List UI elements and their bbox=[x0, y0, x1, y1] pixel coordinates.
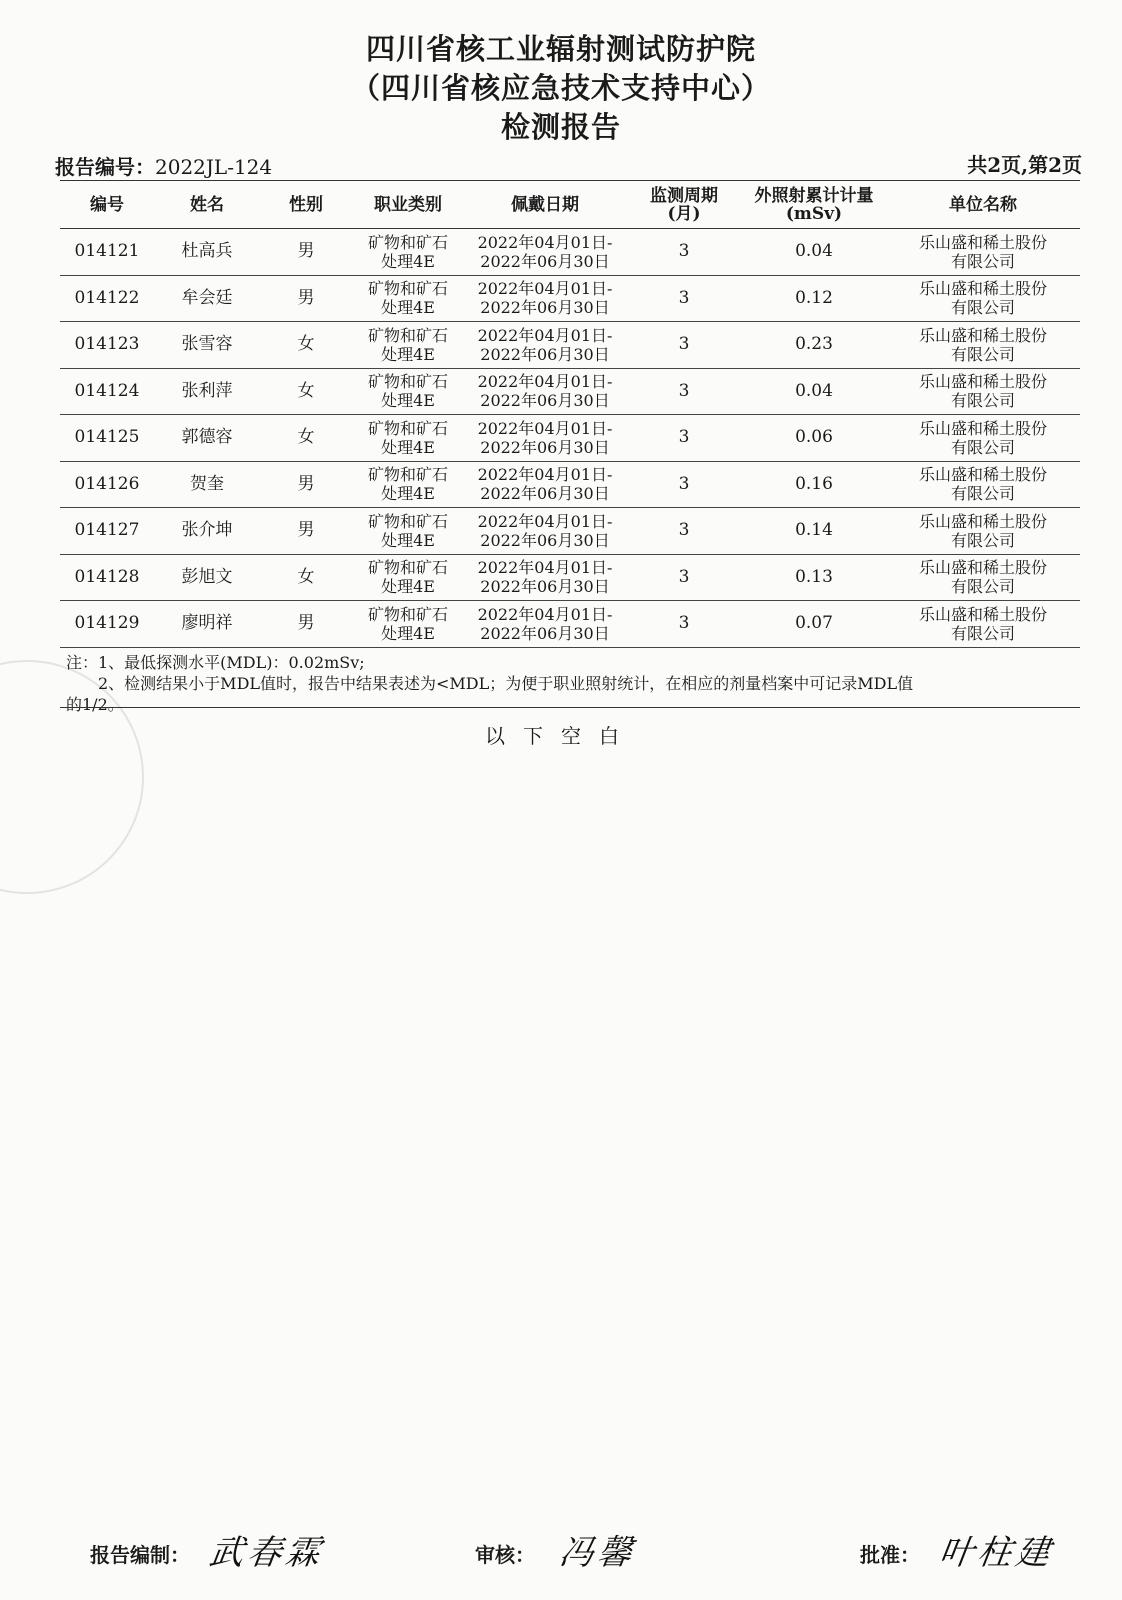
cell-id bbox=[60, 508, 154, 555]
table-row bbox=[60, 229, 1080, 276]
cell-period-text: 3 bbox=[678, 427, 690, 448]
cell-dose-text: 0.04 bbox=[795, 241, 833, 262]
cell-wear-date-text: 2022年04月01日- bbox=[477, 279, 613, 299]
cell-dose bbox=[742, 415, 886, 462]
cell-category-text: 矿物和矿石 bbox=[367, 372, 448, 392]
cell-category-text: 处理4E bbox=[381, 530, 435, 550]
cell-sex bbox=[260, 601, 352, 648]
cell-category-text: 矿物和矿石 bbox=[367, 325, 448, 345]
cell-category-text: 处理4E bbox=[381, 623, 435, 643]
cell-period-text: 3 bbox=[678, 520, 690, 541]
prepared-by-signature: 武春霖 bbox=[206, 1533, 327, 1573]
cell-name bbox=[154, 322, 260, 369]
cell-sex bbox=[260, 554, 352, 601]
approver-label: 批准： bbox=[860, 1543, 920, 1567]
cell-unit bbox=[886, 554, 1080, 601]
cell-id bbox=[60, 461, 154, 508]
cell-id-text: 014124 bbox=[74, 380, 140, 401]
cell-name-text: 贺奎 bbox=[190, 473, 224, 494]
page-indicator: 共2页,第2页 bbox=[967, 153, 1082, 177]
cell-period bbox=[626, 368, 742, 415]
cell-unit bbox=[886, 229, 1080, 276]
cell-wear-date-text: 2022年06月30日 bbox=[480, 391, 610, 411]
cell-wear-date-text: 2022年04月01日- bbox=[477, 325, 613, 345]
prepared-by-label: 报告编制： bbox=[90, 1543, 190, 1567]
cell-period-text: 3 bbox=[678, 566, 690, 587]
header-row bbox=[60, 181, 1080, 229]
blank-below-text: 以下空白 bbox=[485, 724, 637, 748]
title-line-org: 四川省核工业辐射测试防护院 bbox=[365, 32, 756, 66]
column-header-label: 编号 bbox=[90, 194, 124, 215]
cell-unit-text: 乐山盛和稀土股份 bbox=[918, 279, 1047, 299]
cell-dose bbox=[742, 601, 886, 648]
cell-category-text: 处理4E bbox=[381, 251, 435, 271]
cell-sex bbox=[260, 275, 352, 322]
cell-wear-date-text: 2022年06月30日 bbox=[480, 251, 610, 271]
column-header-label: 职业类别 bbox=[374, 194, 442, 215]
cell-name-text: 张介坤 bbox=[181, 520, 233, 541]
cell-unit-text: 有限公司 bbox=[950, 484, 1015, 504]
cell-id bbox=[60, 368, 154, 415]
cell-category bbox=[352, 322, 464, 369]
cell-unit bbox=[886, 601, 1080, 648]
cell-name-text: 郭德容 bbox=[181, 427, 233, 448]
cell-dose-text: 0.06 bbox=[795, 427, 833, 448]
cell-unit-text: 乐山盛和稀土股份 bbox=[918, 558, 1047, 578]
table-row bbox=[60, 415, 1080, 462]
cell-dose-text: 0.12 bbox=[795, 287, 833, 308]
cell-unit-text: 乐山盛和稀土股份 bbox=[918, 465, 1047, 485]
cell-category bbox=[352, 508, 464, 555]
table-row bbox=[60, 461, 1080, 508]
cell-unit bbox=[886, 508, 1080, 555]
cell-unit-text: 有限公司 bbox=[950, 530, 1015, 550]
cell-sex-text: 女 bbox=[297, 427, 315, 448]
cell-dose-text: 0.14 bbox=[795, 520, 833, 541]
cell-category-text: 矿物和矿石 bbox=[367, 604, 448, 624]
column-header-label: 性别 bbox=[289, 194, 323, 215]
cell-period bbox=[626, 601, 742, 648]
cell-wear-date bbox=[464, 322, 626, 369]
cell-wear-date-text: 2022年04月01日- bbox=[477, 372, 613, 392]
column-header-unit: (月) bbox=[667, 203, 701, 224]
column-header bbox=[626, 181, 742, 229]
cell-id-text: 014122 bbox=[74, 287, 140, 308]
cell-id-text: 014127 bbox=[74, 520, 140, 541]
cell-dose-text: 0.23 bbox=[795, 334, 833, 355]
column-header-label: 佩戴日期 bbox=[511, 194, 579, 215]
cell-category-text: 矿物和矿石 bbox=[367, 279, 448, 299]
report-number bbox=[55, 151, 272, 180]
report-number-label: 报告编号： bbox=[55, 155, 155, 179]
cell-wear-date-text: 2022年04月01日- bbox=[477, 604, 613, 624]
cell-sex bbox=[260, 229, 352, 276]
cell-category-text: 矿物和矿石 bbox=[367, 232, 448, 252]
cell-period bbox=[626, 508, 742, 555]
cell-sex-text: 男 bbox=[297, 287, 315, 308]
cell-dose bbox=[742, 229, 886, 276]
cell-wear-date-text: 2022年04月01日- bbox=[477, 232, 613, 252]
cell-period bbox=[626, 275, 742, 322]
cell-id bbox=[60, 275, 154, 322]
cell-category bbox=[352, 229, 464, 276]
cell-wear-date-text: 2022年06月30日 bbox=[480, 298, 610, 318]
cell-name-text: 牟会廷 bbox=[181, 287, 233, 308]
cell-name bbox=[154, 229, 260, 276]
cell-wear-date-text: 2022年04月01日- bbox=[477, 558, 613, 578]
cell-name-text: 张利萍 bbox=[181, 380, 233, 401]
cell-dose-text: 0.04 bbox=[795, 380, 833, 401]
table-row bbox=[60, 508, 1080, 555]
cell-wear-date-text: 2022年06月30日 bbox=[480, 623, 610, 643]
cell-id-text: 014123 bbox=[74, 334, 140, 355]
cell-unit-text: 有限公司 bbox=[950, 437, 1015, 457]
cell-wear-date bbox=[464, 601, 626, 648]
cell-sex-text: 男 bbox=[297, 613, 315, 634]
note-line: 2、检测结果小于MDL值时，报告中结果表述为<MDL；为便于职业照射统计，在相应的剂量档案中可记录MDL值 bbox=[66, 674, 914, 693]
cell-category bbox=[352, 275, 464, 322]
cell-category bbox=[352, 461, 464, 508]
results-table bbox=[60, 180, 1080, 648]
cell-wear-date-text: 2022年06月30日 bbox=[480, 484, 610, 504]
cell-unit bbox=[886, 461, 1080, 508]
cell-unit bbox=[886, 415, 1080, 462]
cell-name bbox=[154, 275, 260, 322]
cell-name bbox=[154, 508, 260, 555]
cell-unit-text: 有限公司 bbox=[950, 298, 1015, 318]
cell-wear-date bbox=[464, 275, 626, 322]
table-row bbox=[60, 275, 1080, 322]
cell-wear-date bbox=[464, 554, 626, 601]
approver-signature: 叶柱建 bbox=[936, 1533, 1057, 1573]
cell-unit-text: 有限公司 bbox=[950, 251, 1015, 271]
cell-wear-date-text: 2022年06月30日 bbox=[480, 344, 610, 364]
table-row bbox=[60, 322, 1080, 369]
title-line-center: （四川省核应急技术支持中心） bbox=[350, 71, 771, 105]
cell-unit-text: 乐山盛和稀土股份 bbox=[918, 372, 1047, 392]
cell-wear-date-text: 2022年04月01日- bbox=[477, 465, 613, 485]
cell-name-text: 廖明祥 bbox=[181, 613, 233, 634]
cell-sex-text: 男 bbox=[297, 241, 315, 262]
cell-category bbox=[352, 368, 464, 415]
cell-dose-text: 0.07 bbox=[795, 613, 833, 634]
cell-period bbox=[626, 554, 742, 601]
cell-sex bbox=[260, 322, 352, 369]
cell-category-text: 处理4E bbox=[381, 298, 435, 318]
cell-sex bbox=[260, 415, 352, 462]
cell-wear-date bbox=[464, 461, 626, 508]
cell-period-text: 3 bbox=[678, 334, 690, 355]
cell-period-text: 3 bbox=[678, 613, 690, 634]
title-line-doc: 检测报告 bbox=[500, 110, 621, 144]
cell-name-text: 彭旭文 bbox=[181, 566, 233, 587]
column-header-label: 外照射累计计量 bbox=[754, 185, 874, 206]
reviewer-signature: 冯馨 bbox=[556, 1533, 639, 1573]
column-header bbox=[742, 181, 886, 229]
cell-wear-date bbox=[464, 508, 626, 555]
notes bbox=[66, 652, 1066, 715]
report-title bbox=[0, 30, 1122, 147]
table-body bbox=[60, 229, 1080, 648]
cell-period-text: 3 bbox=[678, 473, 690, 494]
table-row bbox=[60, 601, 1080, 648]
cell-period bbox=[626, 415, 742, 462]
table-header bbox=[60, 181, 1080, 229]
cell-category-text: 矿物和矿石 bbox=[367, 511, 448, 531]
column-header bbox=[464, 181, 626, 229]
column-header bbox=[260, 181, 352, 229]
cell-dose bbox=[742, 461, 886, 508]
cell-sex-text: 女 bbox=[297, 334, 315, 355]
column-header bbox=[60, 181, 154, 229]
cell-sex-text: 男 bbox=[297, 473, 315, 494]
cell-unit-text: 有限公司 bbox=[950, 577, 1015, 597]
cell-id-text: 014126 bbox=[74, 473, 140, 494]
cell-id bbox=[60, 415, 154, 462]
cell-sex bbox=[260, 461, 352, 508]
cell-wear-date-text: 2022年06月30日 bbox=[480, 577, 610, 597]
cell-period bbox=[626, 322, 742, 369]
cell-category-text: 处理4E bbox=[381, 437, 435, 457]
column-header-label: 监测周期 bbox=[650, 185, 718, 206]
cell-wear-date-text: 2022年06月30日 bbox=[480, 437, 610, 457]
column-header bbox=[154, 181, 260, 229]
cell-id-text: 014125 bbox=[74, 427, 140, 448]
table-row bbox=[60, 554, 1080, 601]
cell-category-text: 处理4E bbox=[381, 484, 435, 504]
cell-category-text: 矿物和矿石 bbox=[367, 418, 448, 438]
cell-category-text: 矿物和矿石 bbox=[367, 465, 448, 485]
cell-name bbox=[154, 415, 260, 462]
column-header-unit: (mSv) bbox=[785, 203, 843, 224]
cell-dose bbox=[742, 275, 886, 322]
note-line: 的1/2。 bbox=[66, 695, 124, 714]
cell-name bbox=[154, 461, 260, 508]
cell-id bbox=[60, 554, 154, 601]
cell-period-text: 3 bbox=[678, 287, 690, 308]
cell-id bbox=[60, 229, 154, 276]
cell-period bbox=[626, 229, 742, 276]
cell-sex bbox=[260, 508, 352, 555]
cell-period bbox=[626, 461, 742, 508]
cell-unit bbox=[886, 275, 1080, 322]
cell-id bbox=[60, 601, 154, 648]
column-header-label: 姓名 bbox=[190, 194, 224, 215]
cell-wear-date-text: 2022年04月01日- bbox=[477, 418, 613, 438]
cell-wear-date bbox=[464, 368, 626, 415]
cell-name bbox=[154, 368, 260, 415]
cell-unit-text: 有限公司 bbox=[950, 623, 1015, 643]
cell-wear-date-text: 2022年06月30日 bbox=[480, 530, 610, 550]
reviewer-label: 审核： bbox=[475, 1543, 535, 1567]
cell-name-text: 张雪容 bbox=[181, 334, 233, 355]
column-header bbox=[352, 181, 464, 229]
column-header-label: 单位名称 bbox=[949, 194, 1017, 215]
cell-name bbox=[154, 601, 260, 648]
cell-unit-text: 乐山盛和稀土股份 bbox=[918, 232, 1047, 252]
cell-category bbox=[352, 601, 464, 648]
cell-unit-text: 有限公司 bbox=[950, 391, 1015, 411]
cell-category-text: 处理4E bbox=[381, 577, 435, 597]
cell-dose bbox=[742, 322, 886, 369]
table-row bbox=[60, 368, 1080, 415]
cell-dose-text: 0.13 bbox=[795, 566, 833, 587]
results-table-wrap bbox=[60, 180, 1080, 648]
cell-id-text: 014129 bbox=[74, 613, 140, 634]
note-line: 注：1、最低探测水平(MDL)：0.02mSv; bbox=[66, 653, 365, 672]
cell-dose bbox=[742, 554, 886, 601]
cell-id-text: 014121 bbox=[74, 241, 140, 262]
column-header bbox=[886, 181, 1080, 229]
report-number-value: 2022JL-124 bbox=[155, 155, 273, 179]
cell-category-text: 处理4E bbox=[381, 391, 435, 411]
cell-dose bbox=[742, 368, 886, 415]
cell-unit bbox=[886, 322, 1080, 369]
cell-unit-text: 乐山盛和稀土股份 bbox=[918, 418, 1047, 438]
cell-category bbox=[352, 554, 464, 601]
cell-id-text: 014128 bbox=[74, 566, 140, 587]
signature-row bbox=[0, 1520, 1122, 1580]
cell-period-text: 3 bbox=[678, 241, 690, 262]
cell-wear-date-text: 2022年04月01日- bbox=[477, 511, 613, 531]
cell-sex bbox=[260, 368, 352, 415]
cell-unit-text: 乐山盛和稀土股份 bbox=[918, 511, 1047, 531]
meta-row bbox=[55, 150, 1082, 182]
cell-category bbox=[352, 415, 464, 462]
cell-sex-text: 女 bbox=[297, 566, 315, 587]
cell-dose-text: 0.16 bbox=[795, 473, 833, 494]
cell-sex-text: 女 bbox=[297, 380, 315, 401]
cell-unit-text: 乐山盛和稀土股份 bbox=[918, 604, 1047, 624]
cell-wear-date bbox=[464, 415, 626, 462]
cell-unit-text: 乐山盛和稀土股份 bbox=[918, 325, 1047, 345]
cell-dose bbox=[742, 508, 886, 555]
cell-unit-text: 有限公司 bbox=[950, 344, 1015, 364]
cell-sex-text: 男 bbox=[297, 520, 315, 541]
divider bbox=[60, 707, 1080, 708]
cell-category-text: 处理4E bbox=[381, 344, 435, 364]
cell-unit bbox=[886, 368, 1080, 415]
cell-name-text: 杜高兵 bbox=[181, 241, 233, 262]
cell-period-text: 3 bbox=[678, 380, 690, 401]
cell-wear-date bbox=[464, 229, 626, 276]
cell-name bbox=[154, 554, 260, 601]
cell-category-text: 矿物和矿石 bbox=[367, 558, 448, 578]
cell-id bbox=[60, 322, 154, 369]
